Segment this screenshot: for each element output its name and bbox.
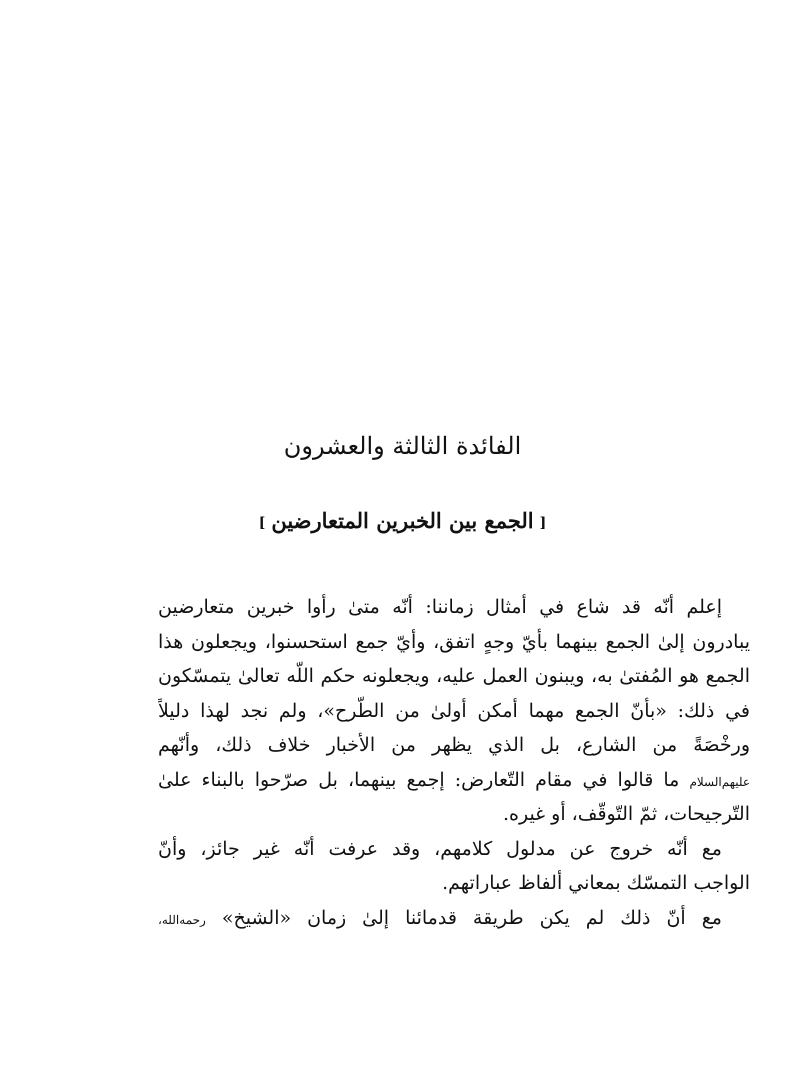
paragraph-1-line-5: ورخْصَةً من الشارع، بل الذي يظهر من الأخبار خلاف ذلك، وأنّهم <box>158 734 750 756</box>
paragraph-1-line-1: إعلم أنّه قد شاع في أمثال زماننا: أنّه متىٰ رأوا خبرين متعارضين <box>158 596 722 618</box>
paragraph-2-line-1: مع أنّه خروج عن مدلول كلامهم، وقد عرفت أنّه غير جائز، وأنّ <box>158 837 722 860</box>
paragraph-2-line-2: الواجب التمسّك بمعاني ألفاظ عباراتهم. <box>442 872 750 894</box>
paragraph-1-line-2: يبادرون إلىٰ الجمع بينهما بأيّ وجهٍ اتفق، وأيّ جمع استحسنوا، ويجعلون هذا <box>158 630 750 653</box>
paragraph-1-line-3: الجمع هو المُفتىٰ به، ويبنون العمل عليه، ويجعلونه حكم اللّه تعالىٰ يتمسّكون <box>158 665 750 687</box>
paragraph-1-line-6-text: ما قالوا في مقام التّعارض: إجمع بينهما، بل صرّحوا بالبناء علىٰ <box>158 768 690 791</box>
paragraph-3-line-1 <box>158 901 750 936</box>
paragraph-3-line-1-text: مع أنّ ذلك لم يكن طريقة قدمائنا إلىٰ زمان «الشيخ» <box>205 906 722 929</box>
section-heading <box>0 508 805 533</box>
chapter-title: الفائدة الثالثة والعشرون <box>283 432 522 460</box>
body-text <box>158 590 750 935</box>
close-bracket: ] <box>258 514 266 531</box>
open-bracket: [ <box>539 514 547 531</box>
paragraph-1-line-6 <box>158 763 750 798</box>
honorific-alayhim-assalam: عليهم‌السلام <box>689 774 750 789</box>
section-heading-text: الجمع بين الخبرين المتعارضين <box>271 508 534 533</box>
honorific-rahimahullah: رحمه‌الله، <box>158 912 206 927</box>
paragraph-1-line-4: في ذلك: «بأنّ الجمع مهما أمكن أولىٰ من الطّرح»، ولم نجد لهذا دليلاً <box>158 699 750 722</box>
paragraph-1-line-7: التّرجيحات، ثمّ التّوقّف، أو غيره. <box>502 803 750 825</box>
